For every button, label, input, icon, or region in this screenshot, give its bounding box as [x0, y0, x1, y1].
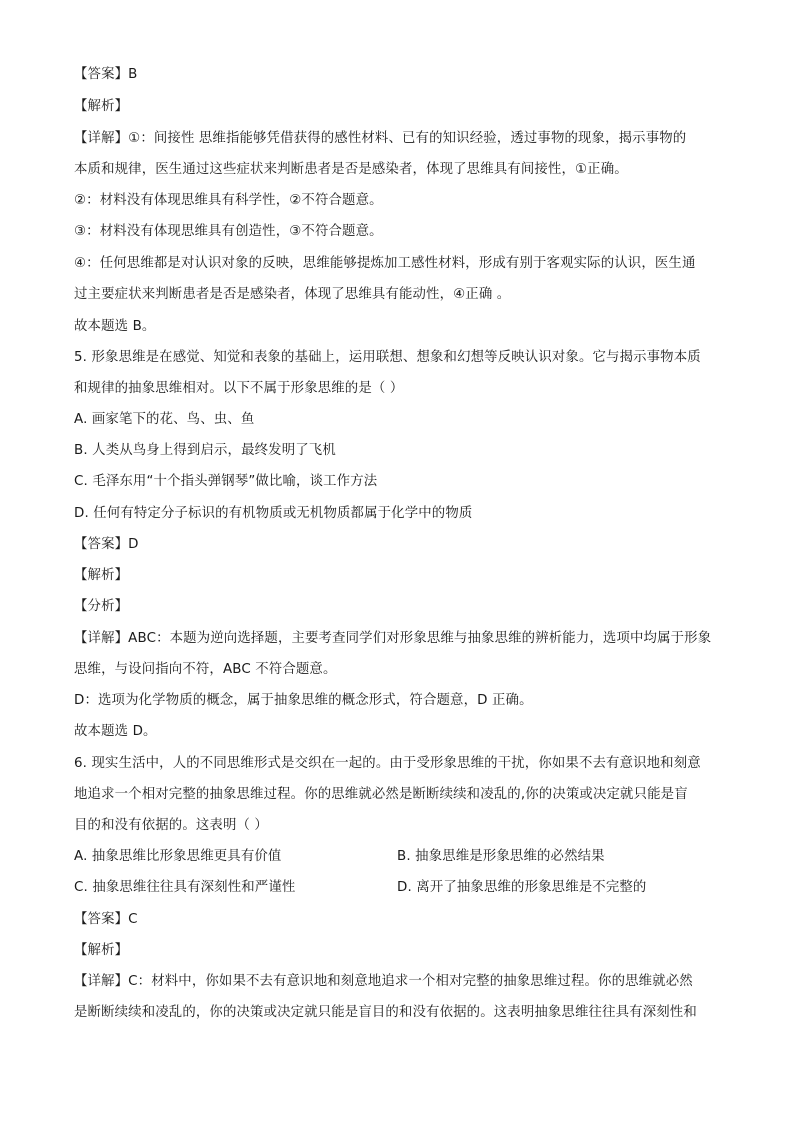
q6-option-b: B. 抽象思维是形象思维的必然结果: [397, 849, 605, 864]
q5-detail-line: 【详解】ABC：本题为逆向选择题，主要考查同学们对形象思维与抽象思维的辨析能力，选项中均属于形象: [74, 631, 712, 646]
q5-option-d: D. 任何有特定分子标识的有机物质或无机物质都属于化学中的物质: [74, 506, 473, 521]
q6-detail-line: 是断断续续和凌乱的，你的决策或决定就只能是盲目的和没有依据的。这表明抽象思维往往具有深刻性和: [74, 1005, 697, 1020]
q6-options-row: [74, 879, 724, 897]
q6-analysis-heading: 【解析】: [74, 943, 129, 958]
q6-option-c: C. 抽象思维往往具有深刻性和严谨性: [74, 880, 296, 895]
q6-option-d: D. 离开了抽象思维的形象思维是不完整的: [397, 880, 647, 895]
q4-analysis-heading: 【解析】: [74, 99, 129, 114]
q4-detail-line: 本质和规律，医生通过这些症状来判断患者是否是感染者，体现了思维具有间接性，①正确。: [74, 162, 628, 177]
q6-detail-line: 【详解】C：材料中，你如果不去有意识地和刻意地追求一个相对完整的抽象思维过程。你的思维就必然: [74, 974, 693, 989]
q6-stem-line: 6. 现实生活中，人的不同思维形式是交织在一起的。由于受形象思维的干扰，你如果不去有意识地和刻意: [74, 756, 701, 771]
q5-answer: 【答案】D: [74, 537, 139, 552]
q5-detail-line: D：选项为化学物质的概念，属于抽象思维的概念形式，符合题意，D 正确。: [74, 693, 533, 708]
q5-conclusion: 故本题选 D。: [74, 724, 157, 739]
q5-option-c: C. 毛泽东用“十个指头弹钢琴”做比喻，谈工作方法: [74, 474, 378, 489]
q5-stem-line: 5. 形象思维是在感觉、知觉和表象的基础上，运用联想、想象和幻想等反映认识对象。它与揭示事物本质: [74, 350, 701, 365]
q5-analysis-heading: 【解析】: [74, 568, 129, 583]
q6-option-a: A. 抽象思维比形象思维更具有价值: [74, 849, 282, 864]
q6-answer: 【答案】C: [74, 912, 138, 927]
q4-conclusion: 故本题选 B。: [74, 319, 156, 334]
q4-detail-line: 【详解】①：间接性 思维指能够凭借获得的感性材料、已有的知识经验，透过事物的现象，揭示事物的: [74, 131, 687, 146]
q4-detail-line: ②：材料没有体现思维具有科学性，②不符合题意。: [74, 193, 383, 208]
q4-detail-line: ③：材料没有体现思维具有创造性，③不符合题意。: [74, 224, 383, 239]
q4-answer: 【答案】B: [74, 67, 138, 82]
q5-stem-line: 和规律的抽象思维相对。以下不属于形象思维的是（ ）: [74, 381, 404, 396]
q4-detail-line: 过主要症状来判断患者是否是感染者，体现了思维具有能动性，④正确 。: [74, 287, 511, 302]
q6-options-row: [74, 848, 724, 866]
q4-detail-line: ④：任何思维都是对认识对象的反映，思维能够提炼加工感性材料，形成有别于客观实际的认识，医生通: [74, 256, 696, 271]
q5-fenxi-heading: 【分析】: [74, 599, 129, 614]
q5-option-a: A. 画家笔下的花、鸟、虫、鱼: [74, 412, 255, 427]
q5-option-b: B. 人类从鸟身上得到启示，最终发明了飞机: [74, 443, 336, 458]
q6-stem-line: 地追求一个相对完整的抽象思维过程。你的思维就必然是断断续续和凌乱的,你的决策或决定就只能是盲: [74, 787, 688, 802]
q5-detail-line: 思维，与设问指向不符，ABC 不符合题意。: [74, 662, 337, 677]
q6-stem-line: 目的和没有依据的。这表明（ ）: [74, 818, 268, 833]
